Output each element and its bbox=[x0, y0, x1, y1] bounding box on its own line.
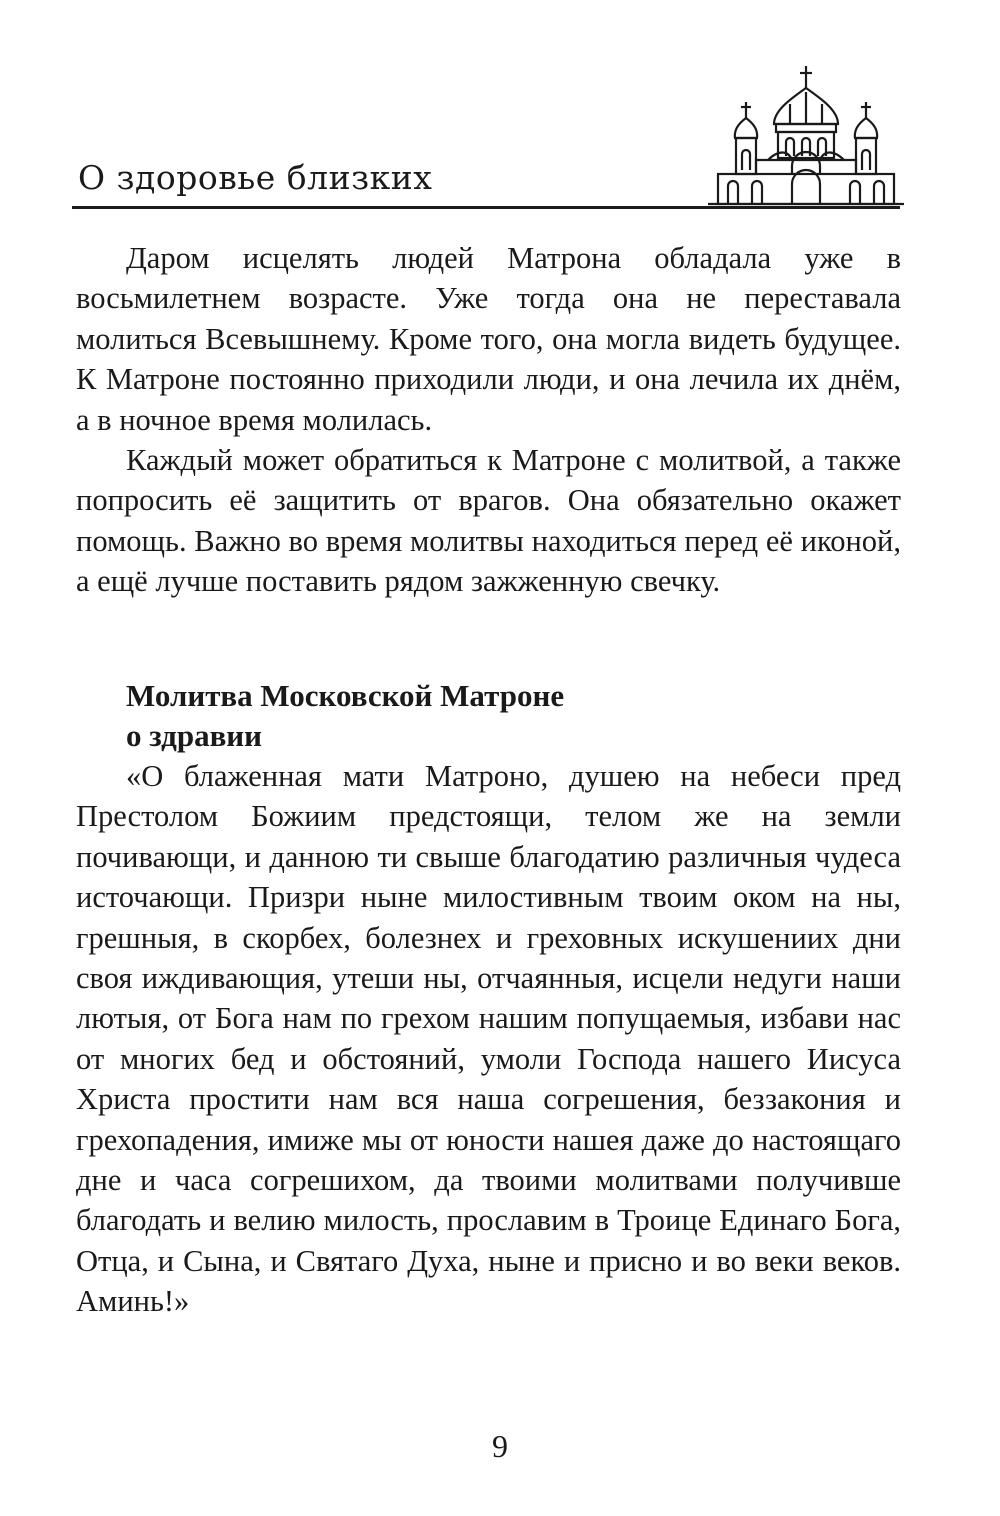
paragraph-1 bbox=[76, 238, 901, 440]
header-rule bbox=[72, 206, 900, 209]
prayer-heading bbox=[126, 676, 886, 756]
paragraph-2 bbox=[76, 440, 901, 602]
prayer-text: «О блаженная мати Матроно, душею на небеси пред Престолом Божиим предстоящи, телом же на земли почивающи, и данною ти свыше благодатию различныя чудеса источающи. Призри ныне милостивным твоим оком на ны, грешныя, в скорбех, болезнех и греховных искушениих дни своя иждивающия, утеши ны, отчаянныя, исцели недуги наши лютыя, от Бога нам по грехом нашим попущаемыя, избави нас от многих бед и обстояний, умоли Господа нашего Иисуса Христа простити нам вся наша согрешения, беззакония и грехопадения, имиже мы от юности нашея даже до настоящаго дне и часа согрешихом, да твоими молитвами получивше благодать и велию милость, прославим в Троице Единаго Бога, Отца, и Сына, и Святаго Духа, ныне и присно и во веки веков. Аминь!» bbox=[76, 759, 901, 1319]
prayer-heading-line-1: Молитва Московской Матроне bbox=[126, 678, 565, 713]
prayer-body bbox=[76, 756, 901, 1322]
page-number: 9 bbox=[492, 1428, 508, 1464]
cathedral-domes-icon bbox=[708, 62, 904, 210]
paragraph-text: Даром исцелять людей Матрона обладала уже в восьмилетнем возрасте. Уже тогда она не переставала молиться Всевышнему. Кроме того, она могла видеть будущее. К Матроне постоянно приходили люди, и она лечила их днём, а в ночное время молилась. bbox=[76, 241, 901, 437]
running-title: О здоровье близких bbox=[78, 158, 433, 197]
paragraph-text: Каждый может обратиться к Матроне с молитвой, а также попросить её защитить от врагов. Она обязательно окажет помощь. Важно во время молитвы находиться перед её иконой, а ещё лучше поставить рядом зажженную свечку. bbox=[76, 443, 901, 599]
prayer-heading-line-2: о здравии bbox=[126, 718, 263, 753]
